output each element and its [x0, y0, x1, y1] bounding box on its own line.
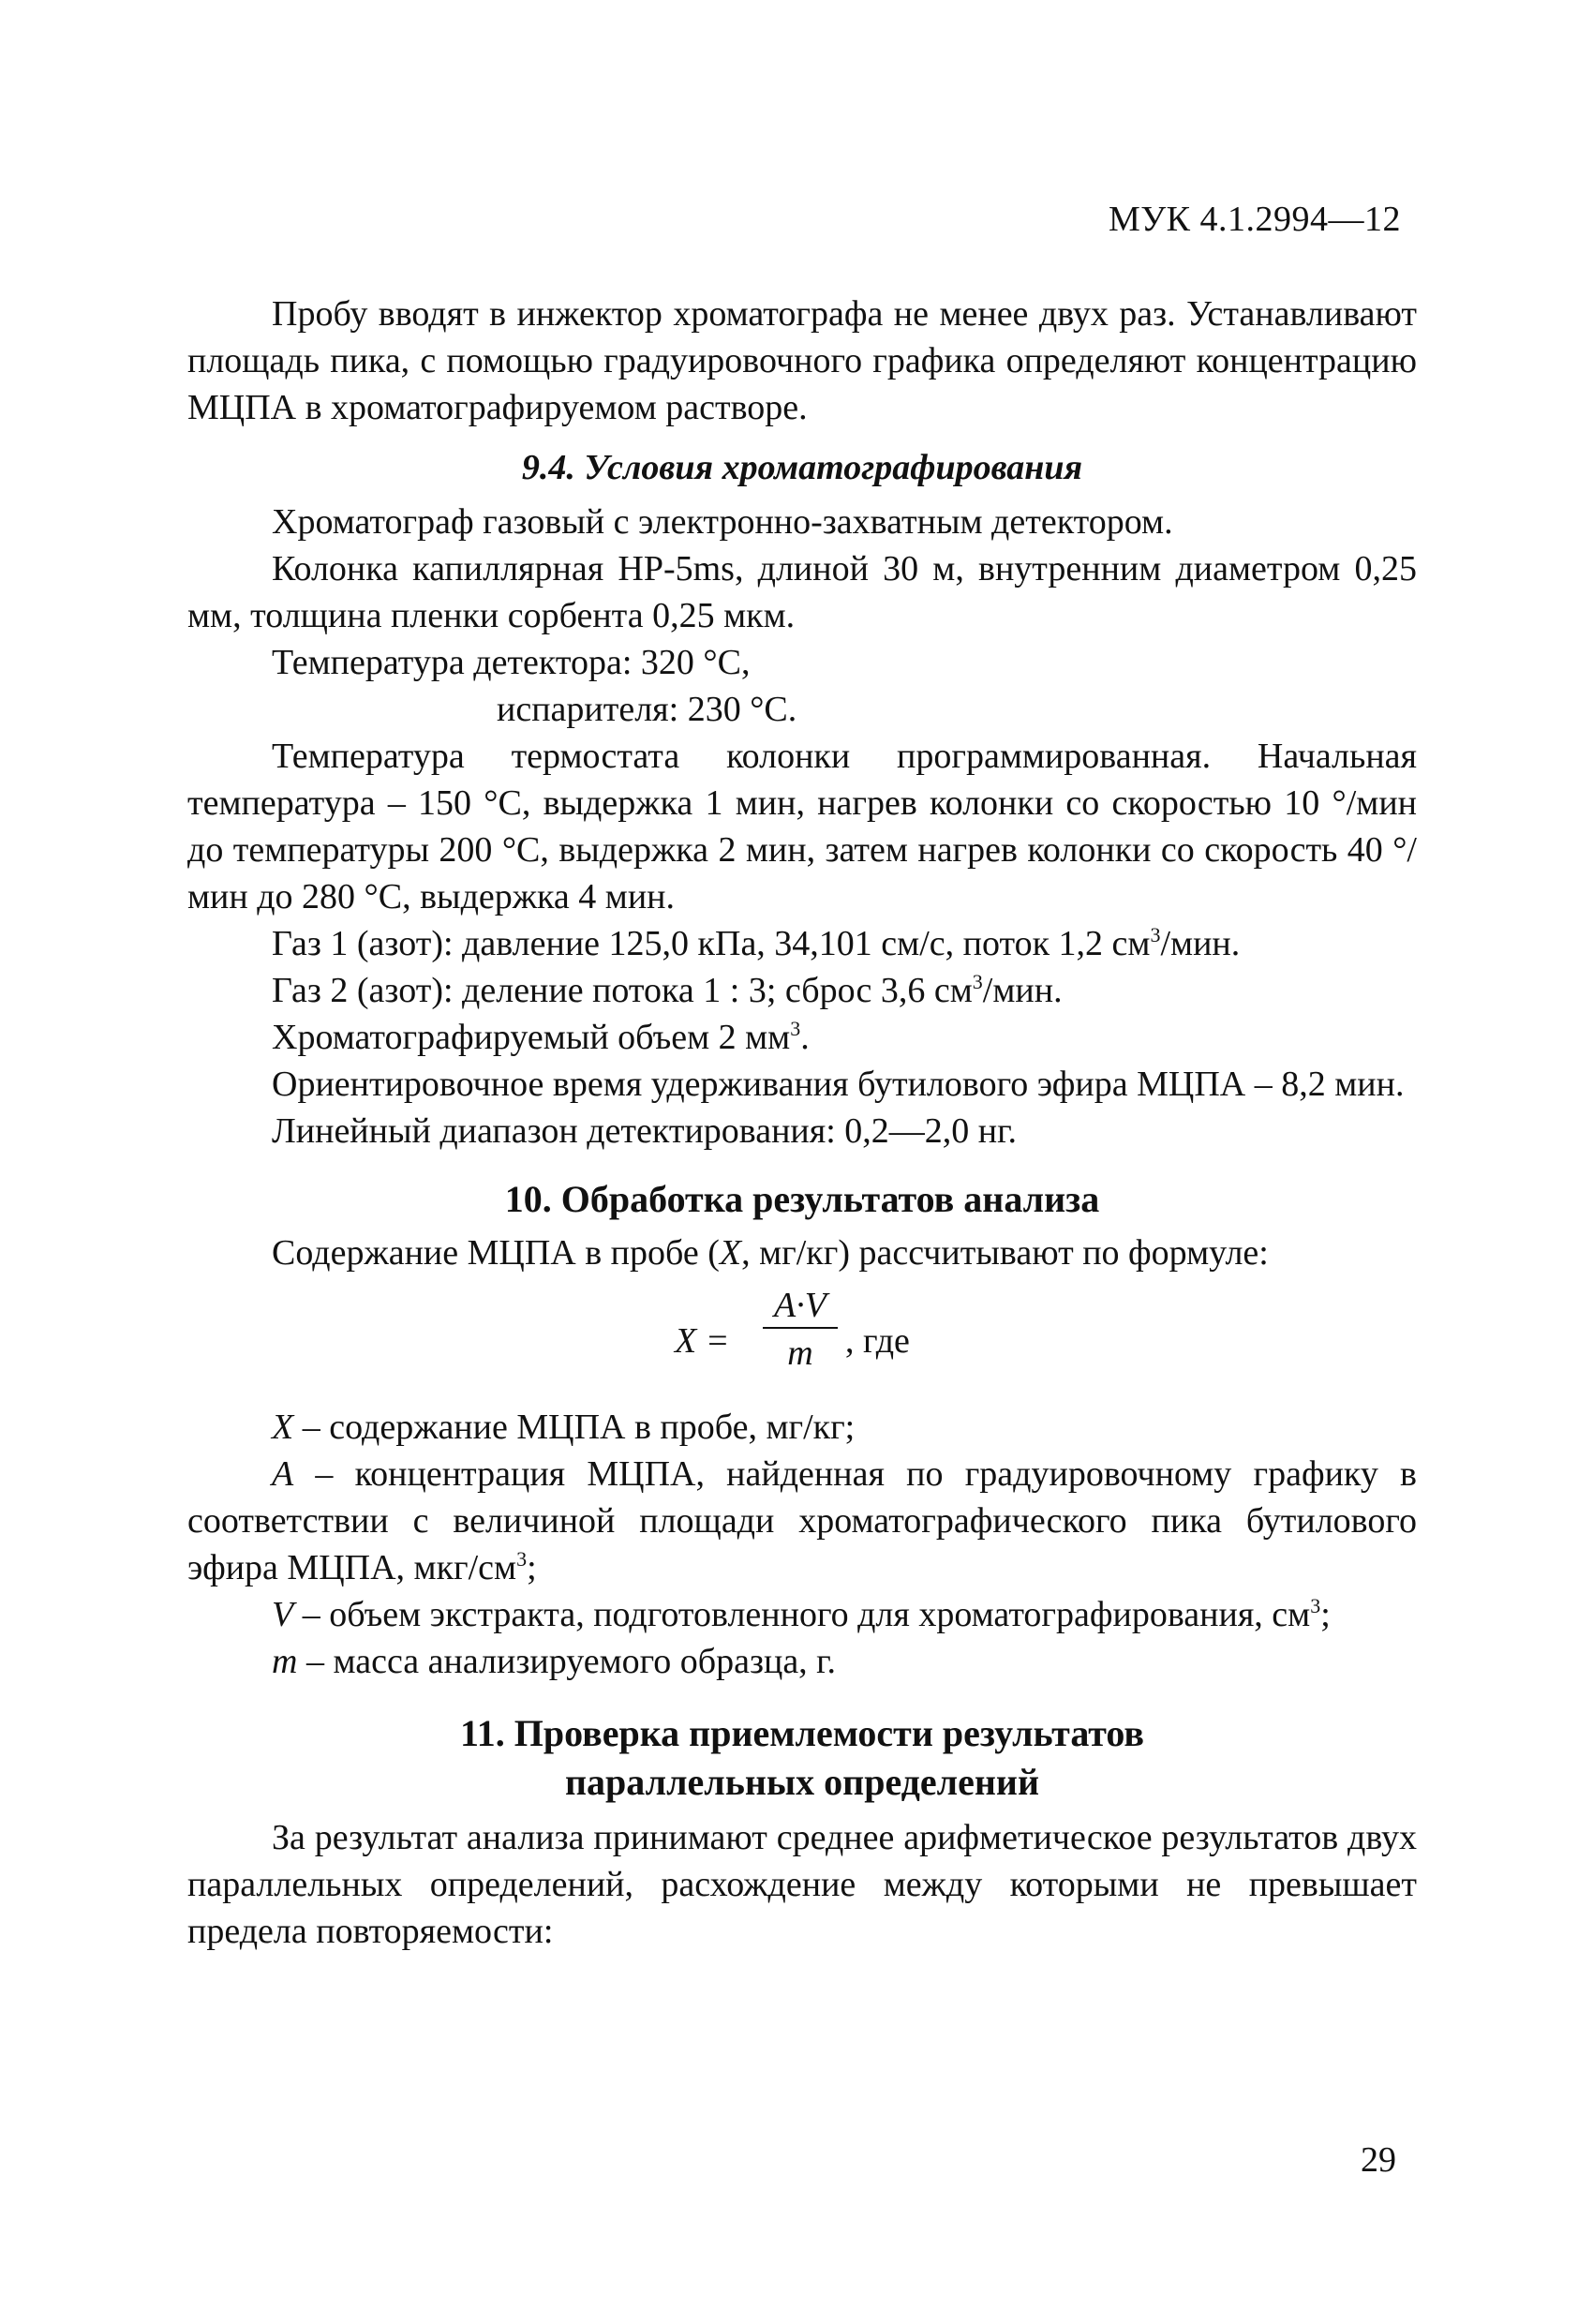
definition-m: m – масса анализируемого образца, г.: [272, 1642, 836, 1681]
section-10-heading: 10. Обработка результатов анализа: [504, 1178, 1100, 1220]
chromatograph-line: Хроматограф газовый с электронно-захватным детектором.: [272, 502, 1173, 542]
superscript-3: 3: [1310, 1594, 1321, 1617]
superscript-3: 3: [1150, 923, 1161, 946]
gas2-line: Газ 2 (азот): деление потока 1 : 3; сброс 3,6 $см^3$/мин.: [272, 970, 1063, 1010]
injection-volume-line: Хроматографируемый объем 2 $мм^3$.: [272, 1017, 810, 1057]
column-line: Колонка капиллярная HP-5ms, длиной 30 м, внутренним диаметром 0,25 мм, толщина пленки сорбента 0,25 мкм.: [187, 549, 1417, 635]
superscript-3: 3: [972, 970, 983, 993]
section-11-heading: [187, 1709, 1417, 1807]
definition-a: A – концентрация МЦПА, найденная по градуировочному графику в соответствии с величиной площади хроматографического пика бутилового эфира МЦПА, мкг/$см^3$;: [187, 1454, 1417, 1587]
temp-evaporator-line: испарителя: 230 °С.: [497, 690, 797, 729]
section-9-4-heading: 9.4. Условия хроматографирования: [521, 448, 1083, 487]
linear-range-line: Линейный диапазон детектирования: 0,2—2,0 нг.: [272, 1111, 1017, 1151]
section-11-paragraph: За результат анализа принимают среднее арифметическое результатов двух параллельных определений, расхождение между которыми не превышает предела повторяемости:: [187, 1818, 1417, 1951]
formula-intro: Содержание МЦПА в пробе (X, мг/кг) рассчитывают по формуле:: [272, 1233, 1269, 1273]
document-code: МУК 4.1.2994—12: [1108, 200, 1401, 239]
page-number: 29: [1361, 2140, 1396, 2180]
definition-x: X – содержание МЦПА в пробе, мг/кг;: [272, 1408, 856, 1447]
formula-numerator: A·V: [774, 1286, 826, 1325]
page-body: [187, 290, 1417, 1955]
thermostat-paragraph: Температура термостата колонки программированная. Начальная температура – 150 °С, выдержка 1 мин, нагрев колонки со скоростью 10 °/мин до температуры 200 °С, выдержка 2 мин, затем нагрев колонки со скорость 40 °/мин до 280 °С, выдержка 4 мин.: [187, 737, 1417, 916]
superscript-3: 3: [790, 1017, 801, 1040]
definition-v: V – объем экстракта, подготовленного для хроматографирования, $см^3$;: [272, 1594, 1331, 1634]
formula-tail: , где: [845, 1321, 910, 1361]
superscript-3: 3: [516, 1547, 528, 1571]
formula-fraction: [755, 1284, 845, 1374]
section-11-heading-line2: параллельных определений: [565, 1761, 1039, 1803]
retention-time-paragraph: Ориентировочное время удерживания бутилового эфира МЦПА – 8,2 мин.: [272, 1065, 1405, 1104]
formula-denominator: m: [787, 1333, 813, 1373]
formula-lhs: X =: [675, 1321, 730, 1361]
formula: [187, 1284, 1417, 1394]
section-11-heading-line1: 11. Проверка приемлемости результатов: [459, 1712, 1145, 1754]
gas1-line: Газ 1 (азот): давление 125,0 кПа, 34,101 см/с, поток 1,2 $см^3$/мин.: [272, 923, 1241, 963]
temp-detector-line: Температура детектора: 320 °С,: [272, 643, 751, 682]
intro-paragraph: Пробу вводят в инжектор хроматографа не менее двух раз. Устанавливают площадь пика, с помощью градуировочного графика определяют концентрацию МЦПА в хроматографируемом растворе.: [187, 294, 1417, 427]
